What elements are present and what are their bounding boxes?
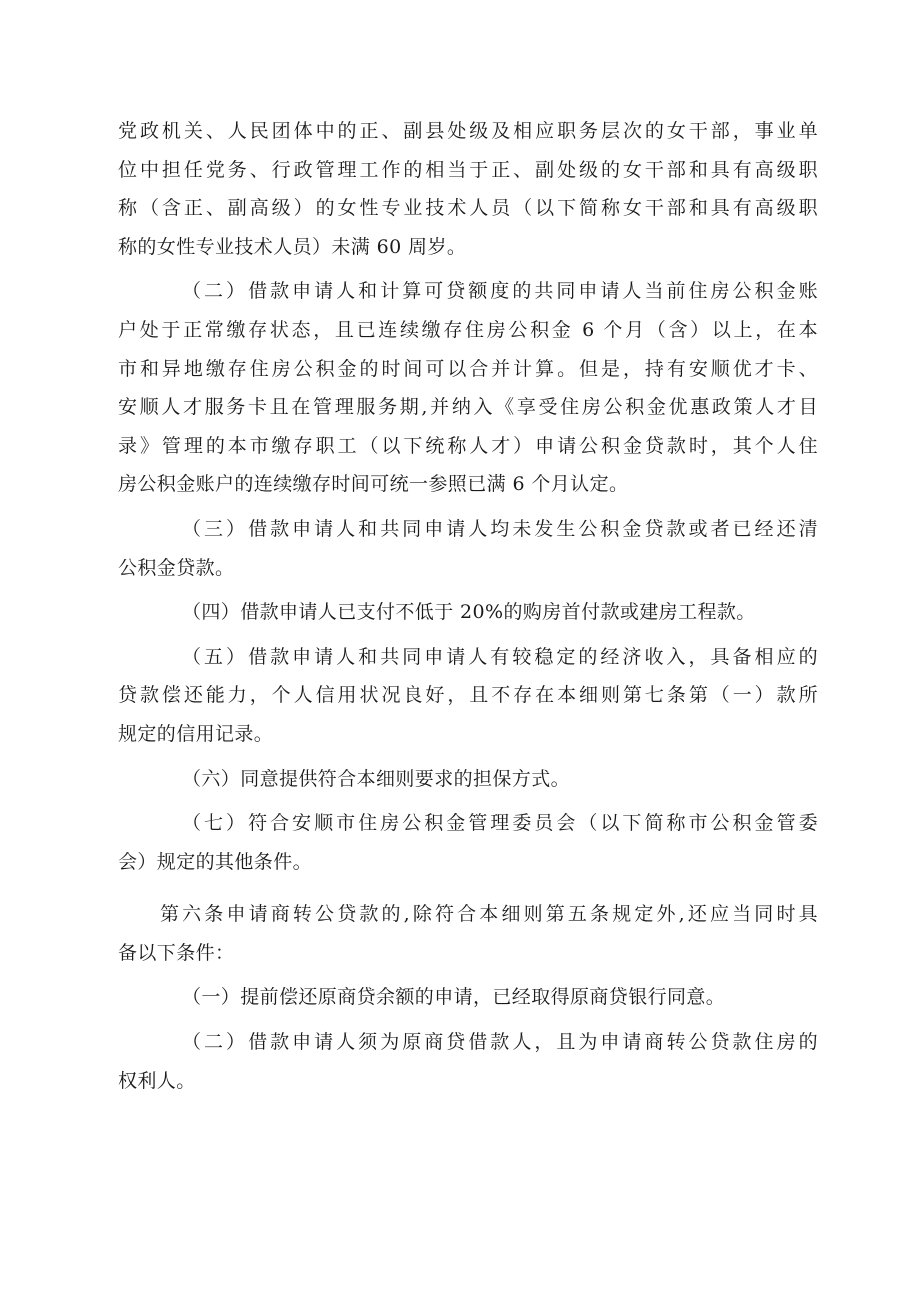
paragraph-article-6-item-1 — [118, 978, 818, 1017]
paragraph-item-2 — [118, 272, 818, 504]
text-line: 称（含正、副高级）的女性专业技术人员（以下简称女干部和具有高级职 — [118, 197, 818, 220]
paragraph-item-5 — [118, 638, 818, 754]
text-line: 公积金贷款。 — [118, 556, 235, 579]
paragraph-article-6 — [118, 895, 818, 972]
text-line: 规定的信用记录。 — [118, 722, 274, 745]
text-line: 录》管理的本市缴存职工（以下统称人才）申请公积金贷款时，其个人住 — [118, 434, 818, 457]
text-line: 会）规定的其他条件。 — [118, 850, 313, 873]
text-line: （三）借款申请人和共同申请人均未发生公积金贷款或者已经还清 — [182, 517, 818, 540]
text-line: 备以下条件： — [118, 941, 235, 964]
document-page — [118, 112, 818, 1106]
text-line: （六）同意提供符合本细则要求的担保方式。 — [182, 767, 571, 790]
paragraph-item-7 — [118, 804, 818, 881]
text-line: 位中担任党务、行政管理工作的相当于正、副处级的女干部和具有高级职 — [118, 158, 818, 181]
text-line: 户处于正常缴存状态，且已连续缴存住房公积金 6 个月（含）以上，在本 — [118, 318, 818, 341]
text-line: （七）符合安顺市住房公积金管理委员会（以下简称市公积金管委 — [182, 812, 818, 835]
text-line: 安顺人才服务卡且在管理服务期,并纳入《享受住房公积金优惠政策人才目 — [118, 396, 818, 419]
text-line: 党政机关、人民团体中的正、副县处级及相应职务层次的女干部，事业单 — [118, 120, 818, 142]
text-line: （四）借款申请人已支付不低于 20%的购房首付款或建房工程款。 — [182, 601, 756, 624]
paragraph-article-6-item-2 — [118, 1023, 818, 1100]
text-line: 称的女性专业技术人员）未满 60 周岁。 — [118, 235, 467, 258]
text-line: 房公积金账户的连续缴存时间可统一参照已满 6 个月认定。 — [118, 473, 629, 496]
text-line: （二）借款申请人和计算可贷额度的共同申请人当前住房公积金账 — [182, 280, 818, 303]
text-line: 权利人。 — [118, 1069, 196, 1092]
paragraph-item-6 — [118, 760, 818, 799]
text-line: 第六条申请商转公贷款的,除符合本细则第五条规定外,还应当同时具 — [160, 903, 818, 926]
text-line: （五）借款申请人和共同申请人有较稳定的经济收入，具备相应的 — [182, 645, 818, 668]
text-line: 贷款偿还能力，个人信用状况良好，且不存在本细则第七条第（一）款所 — [118, 684, 818, 707]
paragraph-item-3 — [118, 510, 818, 587]
text-line: （二）借款申请人须为原商贷借款人，且为申请商转公贷款住房的 — [182, 1031, 818, 1054]
text-line: 市和异地缴存住房公积金的时间可以合并计算。但是，持有安顺优才卡、 — [118, 357, 818, 380]
text-line: （一）提前偿还原商贷余额的申请，已经取得原商贷银行同意。 — [182, 986, 726, 1009]
paragraph-continuation — [118, 112, 818, 266]
paragraph-item-4 — [118, 593, 818, 632]
